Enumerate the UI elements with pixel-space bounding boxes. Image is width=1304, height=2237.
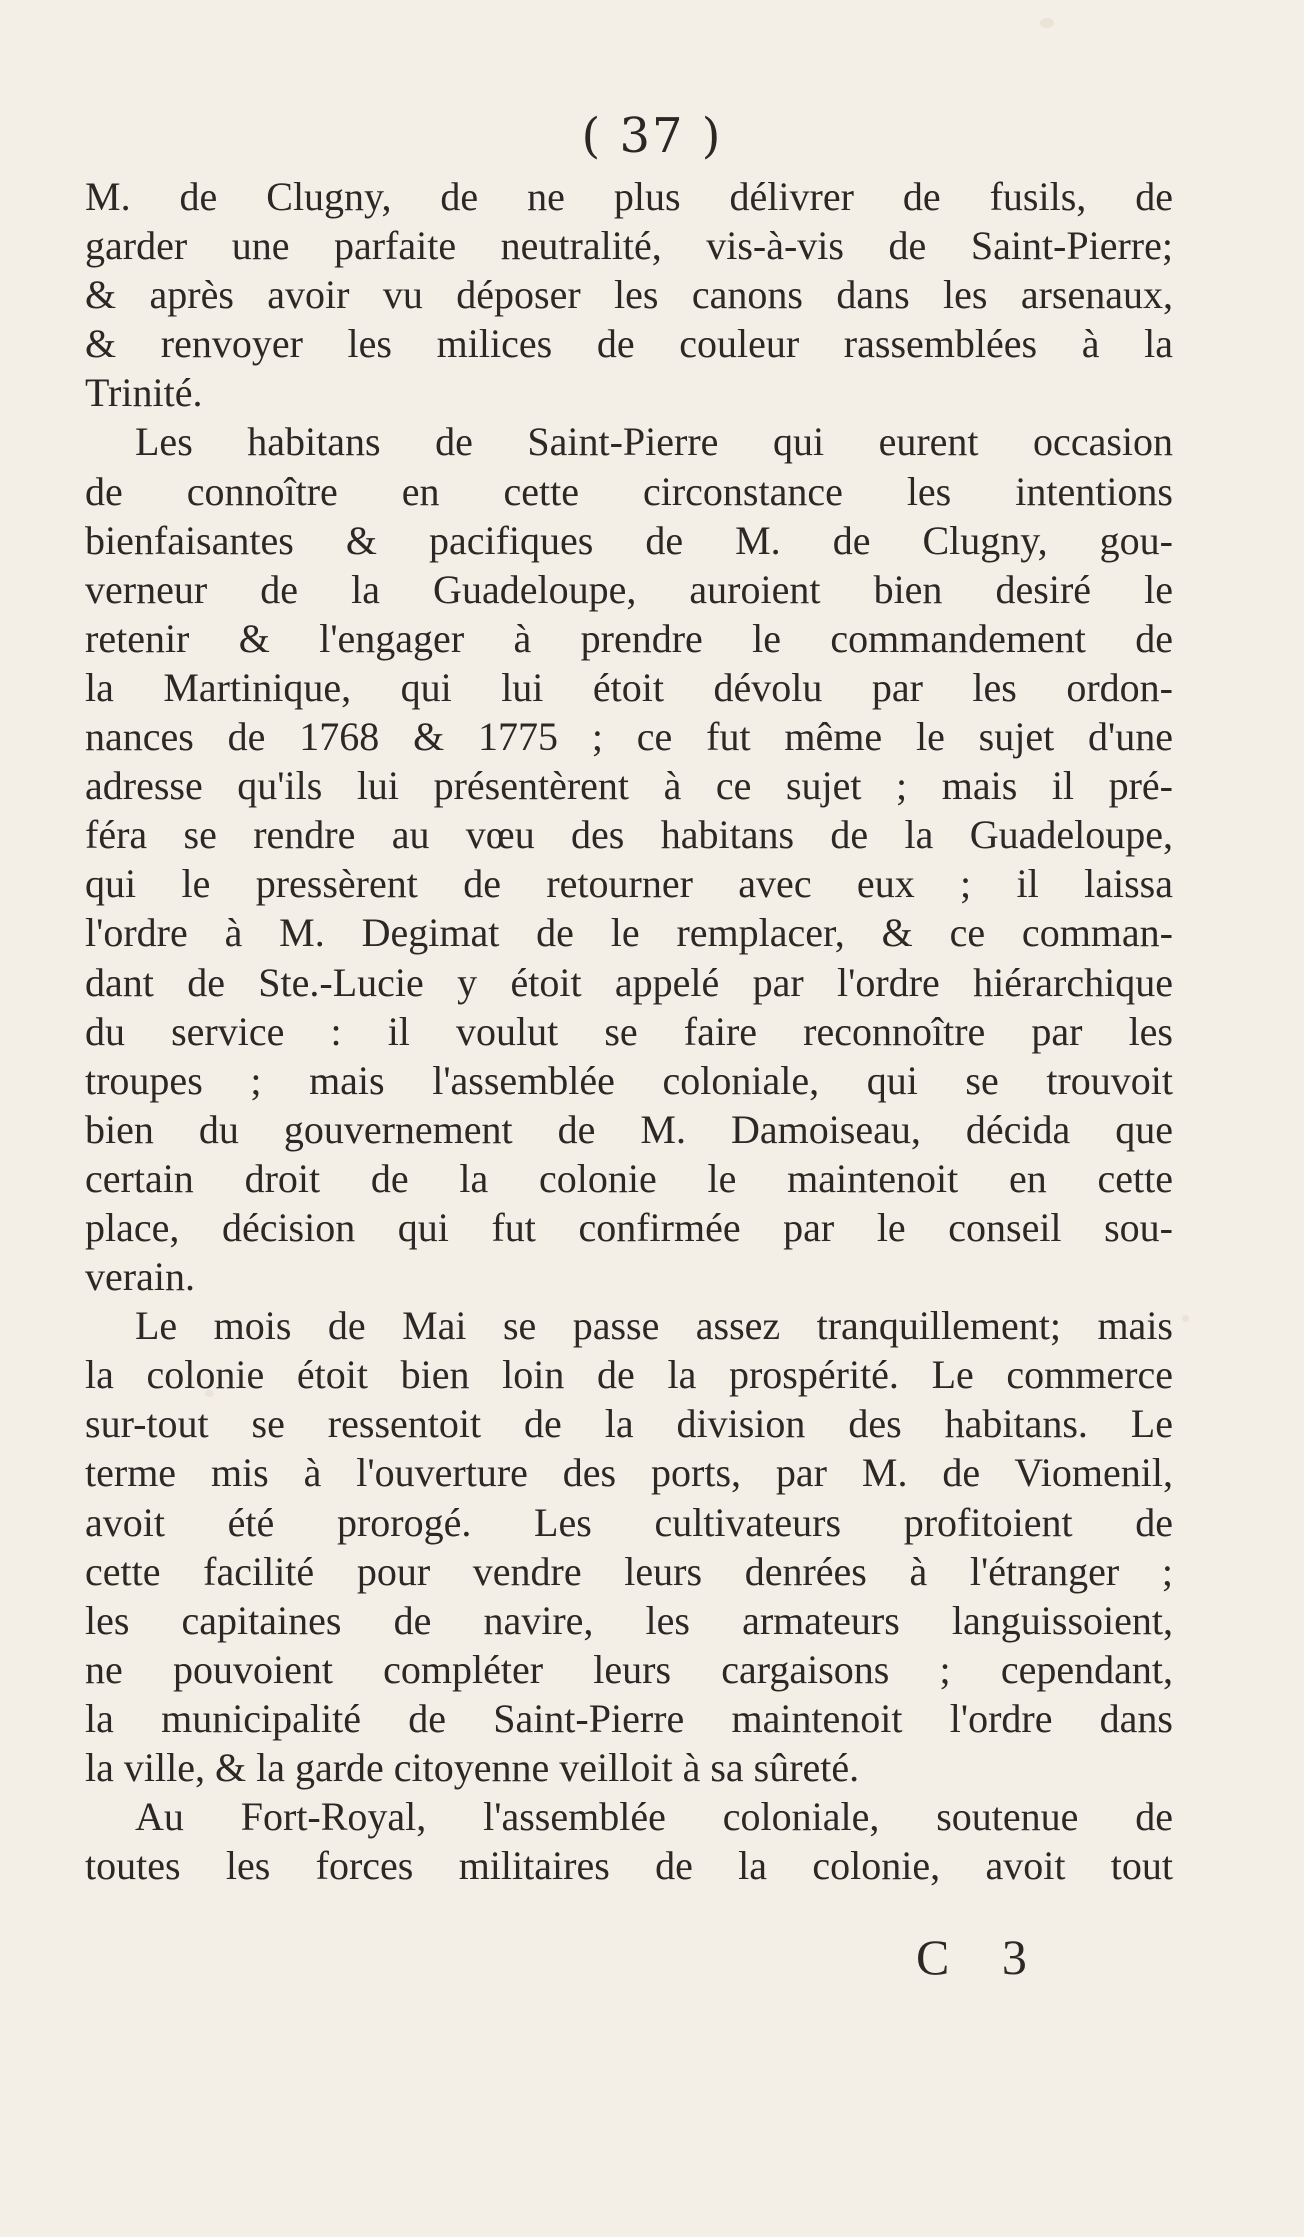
text-line: certain droit de la colonie le maintenoit en cette: [85, 1155, 1173, 1201]
text-line: M. de Clugny, de ne plus délivrer de fusils, de: [85, 174, 1173, 219]
text-line: les capitaines de navire, les armateurs languissoient,: [85, 1597, 1173, 1643]
text-line: retenir & l'engager à prendre le commandement de: [85, 615, 1173, 661]
text-line: adresse qu'ils lui présentèrent à ce sujet ; mais il pré-: [85, 763, 1173, 809]
text-line: sur-tout se ressentoit de la division des habitans. Le: [85, 1401, 1173, 1447]
text-line: qui le pressèrent de retourner avec eux ; il laissa: [85, 861, 1173, 907]
text-line: Les habitans de Saint-Pierre qui eurent occasion: [135, 419, 1173, 465]
text-line: féra se rendre au vœu des habitans de la Guadeloupe,: [85, 812, 1173, 858]
paper-spot: [1182, 1315, 1189, 1322]
signature-mark: C 3: [916, 1929, 1047, 1985]
text-line: bien du gouvernement de M. Damoiseau, décida que: [85, 1106, 1173, 1152]
text-line: ne pouvoient compléter leurs cargaisons ; cependant,: [85, 1646, 1173, 1692]
text-line: bienfaisantes & pacifiques de M. de Clugny, gou-: [85, 517, 1173, 563]
text-line: verneur de la Guadeloupe, auroient bien desiré le: [85, 566, 1173, 612]
text-line: troupes ; mais l'assemblée coloniale, qui se trouvoit: [85, 1057, 1173, 1103]
text-line: toutes les forces militaires de la colonie, avoit tout: [85, 1843, 1173, 1889]
text-line: la municipalité de Saint-Pierre maintenoit l'ordre dans: [85, 1695, 1173, 1741]
text-line: verain.: [85, 1254, 195, 1300]
text-line: de connoître en cette circonstance les intentions: [85, 468, 1173, 514]
text-line: la ville, & la garde citoyenne veilloit à sa sûreté.: [85, 1745, 860, 1790]
text-line: garder une parfaite neutralité, vis-à-vis de Saint-Pierre;: [85, 223, 1173, 269]
body-text: [85, 172, 1173, 1890]
text-line: la colonie étoit bien loin de la prospérité. Le commerce: [85, 1352, 1173, 1398]
text-line: & renvoyer les milices de couleur rassemblées à la: [85, 321, 1173, 367]
text-line: l'ordre à M. Degimat de le remplacer, & ce comman-: [85, 910, 1173, 956]
paper-spot: [1040, 18, 1054, 28]
text-line: cette facilité pour vendre leurs denrées à l'étranger ;: [85, 1548, 1173, 1594]
text-line: Trinité.: [85, 370, 203, 416]
text-line: place, décision qui fut confirmée par le conseil sou-: [85, 1204, 1173, 1250]
text-line: Le mois de Mai se passe assez tranquillement; mais: [135, 1303, 1173, 1349]
text-line: du service : il voulut se faire reconnoître par les: [85, 1008, 1173, 1054]
text-line: nances de 1768 & 1775 ; ce fut même le sujet d'une: [85, 714, 1173, 760]
text-line: & après avoir vu déposer les canons dans les arsenaux,: [85, 272, 1173, 318]
text-line: avoit été prorogé. Les cultivateurs profitoient de: [85, 1499, 1173, 1545]
text-line: Au Fort-Royal, l'assemblée coloniale, soutenue de: [135, 1794, 1173, 1840]
text-line: la Martinique, qui lui étoit dévolu par les ordon-: [85, 664, 1173, 710]
text-line: dant de Ste.-Lucie y étoit appelé par l'ordre hiérarchique: [85, 959, 1173, 1005]
page-number: ( 37 ): [581, 108, 723, 164]
text-line: terme mis à l'ouverture des ports, par M. de Viomenil,: [85, 1450, 1173, 1496]
